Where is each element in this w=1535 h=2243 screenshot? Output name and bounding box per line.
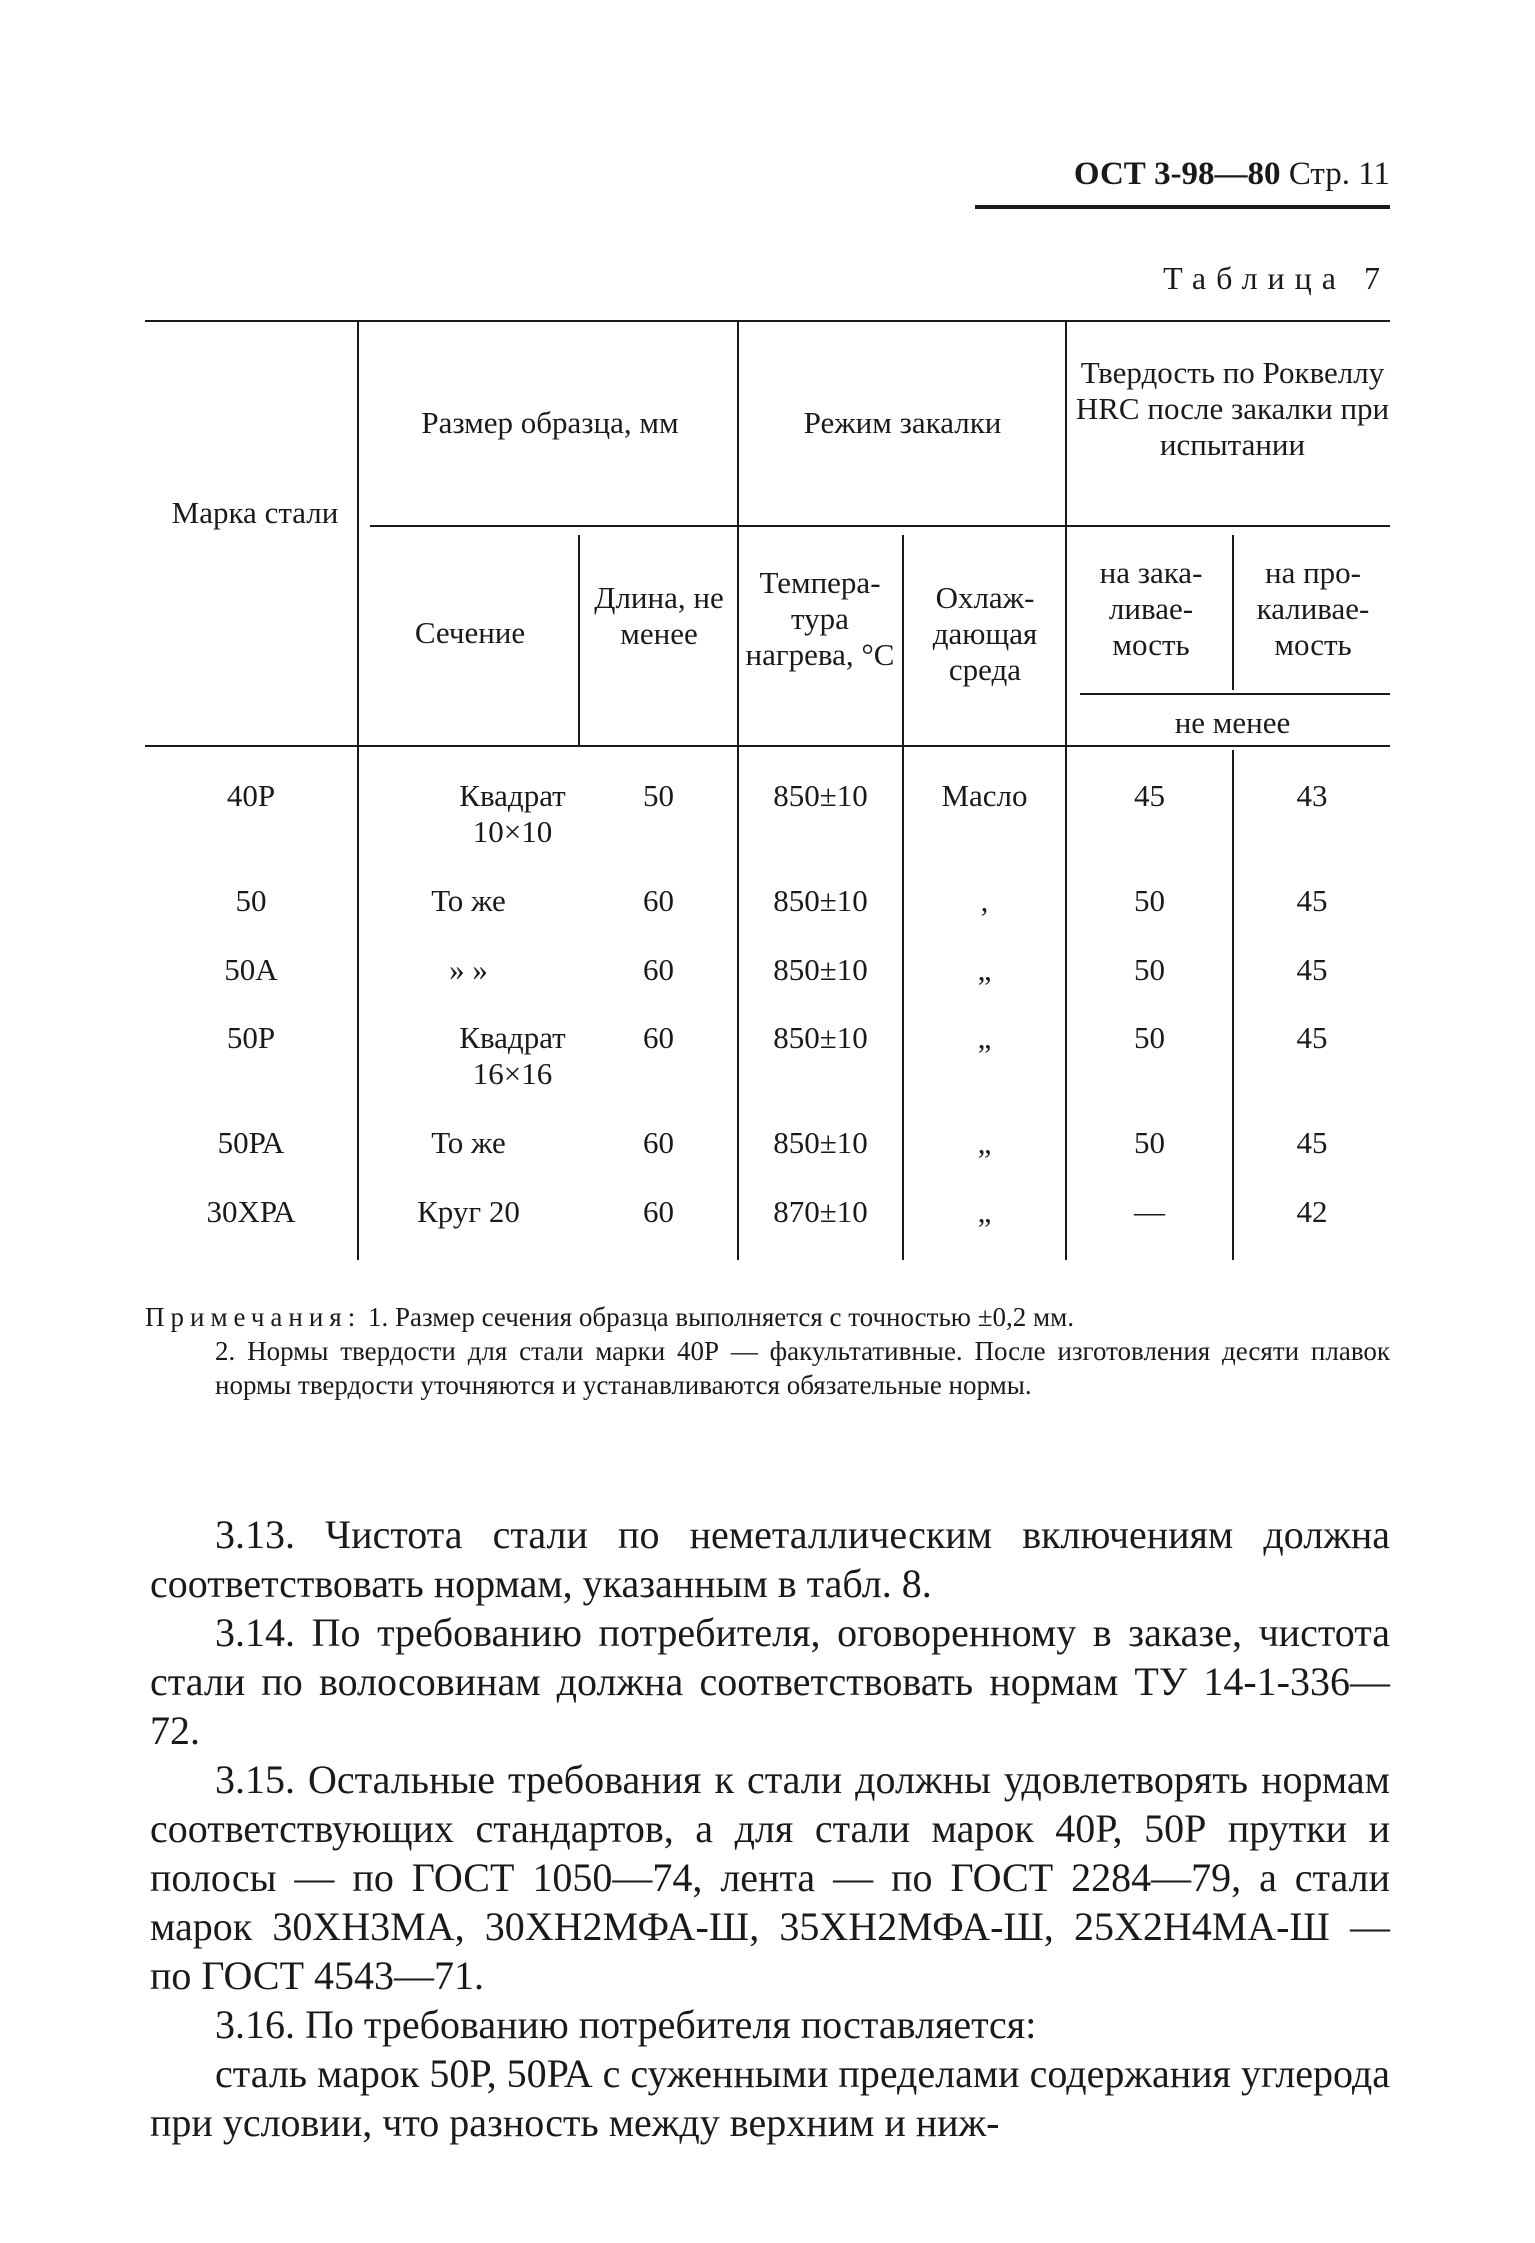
header-sample-size: Размер образца, мм bbox=[421, 405, 679, 440]
page-header bbox=[975, 156, 1390, 209]
col-divider-2 bbox=[578, 535, 580, 745]
table-row-5-cooling: „ bbox=[977, 1125, 992, 1160]
paragraph-3-16-continued: сталь марок 50Р, 50РА с суженными пределами содержания углерода при условии, что разность между верхним и ниж- bbox=[150, 2051, 1390, 2145]
table-row-3-hrc2: 45 bbox=[1296, 952, 1328, 987]
hrc-sub-rule bbox=[1080, 693, 1390, 695]
table-row-3-cooling: „ bbox=[977, 952, 992, 987]
note-1 bbox=[145, 1300, 1390, 1334]
table-notes bbox=[145, 1300, 1390, 1402]
table-row-5-length: 60 bbox=[643, 1125, 674, 1160]
table-row-2-hrc2: 45 bbox=[1296, 883, 1328, 918]
table-row-2-grade: 50 bbox=[235, 883, 267, 918]
table-row-1-temp: 850±10 bbox=[773, 778, 868, 813]
table-row-3-grade: 50А bbox=[224, 952, 278, 987]
table-row-5-grade: 50РА bbox=[217, 1125, 285, 1160]
paragraph-3-14: 3.14. По требованию потребителя, оговоренному в заказе, чистота стали по волосовинам должна соответствовать нормам ТУ 14-1-336—72. bbox=[150, 1610, 1390, 1753]
hardness-table bbox=[145, 320, 1390, 1270]
table-row-1-grade: 40Р bbox=[226, 778, 276, 813]
table-row-1-hrc1: 45 bbox=[1134, 778, 1165, 813]
table-caption: Таблица 7 bbox=[1163, 260, 1390, 296]
table-row-6-length: 60 bbox=[643, 1194, 674, 1229]
header-cooling: Охлаж-дающая среда bbox=[932, 580, 1038, 687]
paragraph-3-13: 3.13. Чистота стали по неметаллическим включениям должна соответствовать нормам, указанным в табл. 8. bbox=[150, 1512, 1390, 1606]
table-row-4-grade: 50Р bbox=[226, 1020, 276, 1055]
table-row-4-hrc1: 50 bbox=[1134, 1020, 1165, 1055]
page-number: Стр. 11 bbox=[1288, 156, 1390, 192]
table-row-2-temp: 850±10 bbox=[773, 883, 868, 918]
table-row-1-section: Квадрат 10×10 bbox=[459, 778, 566, 849]
table-row-5-section: То же bbox=[431, 1125, 506, 1160]
table-row-5-hrc1: 50 bbox=[1134, 1125, 1165, 1160]
table-row-3-length: 60 bbox=[643, 952, 674, 987]
header-section: Сечение bbox=[414, 615, 526, 650]
notes-label: Примечания: bbox=[145, 1302, 362, 1332]
header-quench-mode: Режим закалки bbox=[803, 405, 1002, 440]
header-temperature: Темпера-тура нагрева, °C bbox=[745, 565, 895, 672]
table-row-2-cooling: , bbox=[980, 883, 989, 918]
col-divider-6 bbox=[1232, 535, 1234, 690]
table-row-1-hrc2: 43 bbox=[1296, 778, 1328, 813]
table-row-4-temp: 850±10 bbox=[773, 1020, 868, 1055]
header-through-hardening: на про-каливае-мость bbox=[1256, 555, 1370, 662]
table-row-2-hrc1: 50 bbox=[1134, 883, 1165, 918]
header-bottom-rule bbox=[145, 745, 1390, 747]
header-grade: Марка стали bbox=[171, 495, 339, 530]
note-2: 2. Нормы твердости для стали марки 40Р — факультативные. После изготовления десяти плавок нормы твердости уточняются и устанавливаются обязательные нормы. bbox=[215, 1336, 1390, 1400]
table-row-6-cooling: „ bbox=[977, 1194, 992, 1229]
table-row-1-length: 50 bbox=[643, 778, 674, 813]
header-min-note: не менее bbox=[1174, 705, 1291, 740]
standard-number: ОСТ 3-98—80 bbox=[1073, 156, 1281, 192]
note-1-text: 1. Размер сечения образца выполняется с точностью ±0,2 мм. bbox=[367, 1302, 1074, 1332]
table-row-2-length: 60 bbox=[643, 883, 674, 918]
col-divider-1 bbox=[357, 320, 359, 1260]
paragraph-3-15: 3.15. Остальные требования к стали должны удовлетворять нормам соответствующих стандартов, а для стали марок 40Р, 50Р прутки и полосы — по ГОСТ 1050—74, лента — по ГОСТ 2284—79, а стали марок 30ХН3МА, 30ХН2МФА-Ш, 35ХН2МФА-Ш, 25Х2Н4МА-Ш — по ГОСТ 4543—71. bbox=[150, 1757, 1390, 1998]
table-row-4-length: 60 bbox=[643, 1020, 674, 1055]
table-row-3-section: » » bbox=[449, 952, 488, 987]
table-row-4-section: Квадрат 16×16 bbox=[459, 1020, 566, 1091]
col-divider-7 bbox=[1232, 750, 1234, 1260]
table-row-4-cooling: „ bbox=[977, 1020, 992, 1055]
table-row-1-cooling: Масло bbox=[941, 778, 1028, 813]
header-length: Длина, не менее bbox=[594, 580, 724, 651]
table-row-6-section: Круг 20 bbox=[417, 1194, 520, 1229]
table-row-6-temp: 870±10 bbox=[773, 1194, 868, 1229]
header-hardenability: на зака-ливае-мость bbox=[1099, 555, 1203, 662]
table-row-6-hrc1: — bbox=[1134, 1194, 1165, 1229]
header-hardness: Твердость по Роквеллу HRC после закалки при испытании bbox=[1075, 355, 1390, 462]
table-row-3-hrc1: 50 bbox=[1134, 952, 1165, 987]
table-row-6-hrc2: 42 bbox=[1296, 1194, 1328, 1229]
table-row-5-hrc2: 45 bbox=[1296, 1125, 1328, 1160]
body-text bbox=[150, 1510, 1390, 2147]
table-row-3-temp: 850±10 bbox=[773, 952, 868, 987]
paragraph-3-16: 3.16. По требованию потребителя поставляется: bbox=[215, 2002, 1037, 2047]
table-row-2-section: То же bbox=[431, 883, 506, 918]
table-top-rule bbox=[145, 320, 1390, 322]
table-row-4-hrc2: 45 bbox=[1296, 1020, 1328, 1055]
table-row-5-temp: 850±10 bbox=[773, 1125, 868, 1160]
table-row-6-grade: 30ХРА bbox=[206, 1194, 296, 1229]
header-mid-rule bbox=[370, 525, 1390, 527]
